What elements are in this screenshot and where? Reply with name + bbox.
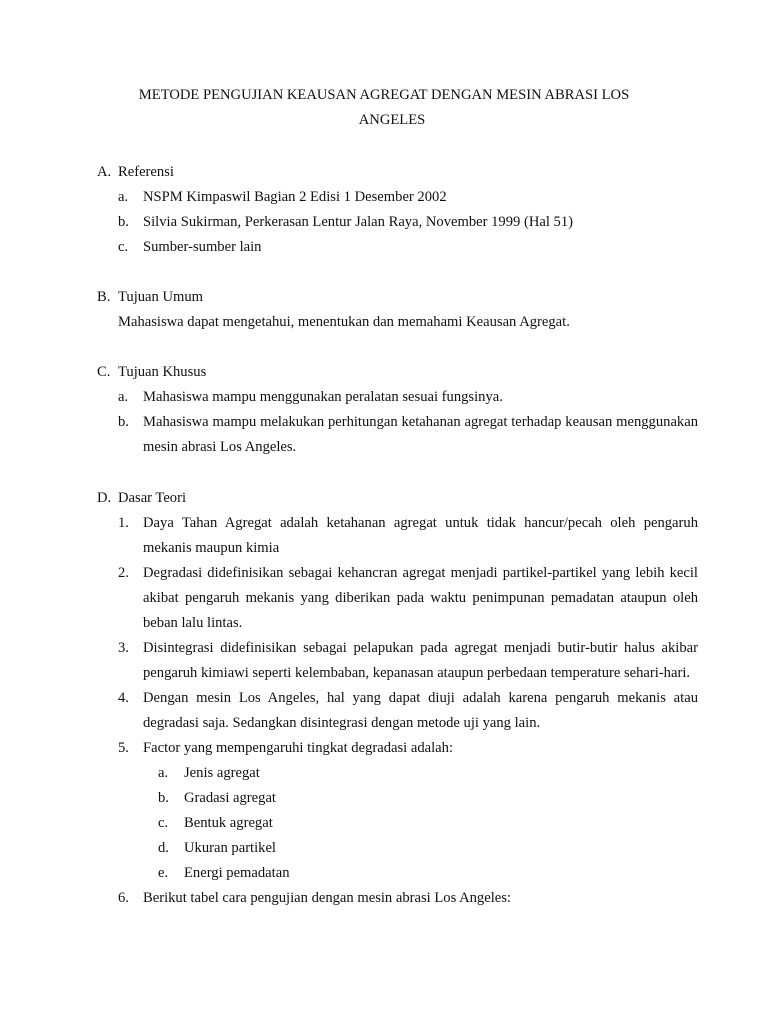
list-marker: 2. <box>118 565 129 581</box>
list-item-text: Dengan mesin Los Angeles, hal yang dapat diuji adalah karena pengaruh mekanis atau degradasi saja. Sedangkan disintegrasi dengan metode uji yang lain. <box>143 690 698 731</box>
section-referensi <box>97 160 677 260</box>
list-item-text: NSPM Kimpaswil Bagian 2 Edisi 1 Desember 2002 <box>143 189 447 205</box>
section-heading <box>97 160 677 185</box>
title-line-2: ANGELES <box>358 112 426 128</box>
list-item-text: Disintegrasi didefinisikan sebagai pelapukan pada agregat menjadi butir-butir halus akibar pengaruh kimiawi seperti kelembaban, kepanasan ataupun perbedaan temperature sehari-hari. <box>143 640 698 681</box>
list-item <box>118 185 698 210</box>
list-item <box>118 385 698 410</box>
list-marker: a. <box>118 189 129 205</box>
list-marker: b. <box>118 414 129 430</box>
list-item-text: Degradasi didefinisikan sebagai kehancran agregat menjadi partikel-partikel yang lebih kecil akibat pengaruh mekanis yang diberikan pada waktu penimpunan pemadatan ataupun oleh beban lalu lintas. <box>143 565 698 631</box>
list-item <box>118 886 698 911</box>
section-title: Tujuan Khusus <box>118 364 207 380</box>
list-marker: b. <box>158 790 169 806</box>
list-item-text: Gradasi agregat <box>184 790 276 806</box>
list-marker: a. <box>158 765 169 781</box>
section-letter: C. <box>97 364 111 380</box>
section-title: Tujuan Umum <box>118 289 204 305</box>
section-letter: A. <box>97 164 112 180</box>
list-marker: 3. <box>118 640 129 656</box>
section-title: Dasar Teori <box>118 490 187 506</box>
list-item <box>118 410 698 460</box>
list-item <box>118 561 698 636</box>
section-title: Referensi <box>118 164 174 180</box>
section-heading <box>97 486 677 511</box>
section-heading <box>97 360 677 385</box>
list-item-text: Mahasiswa mampu menggunakan peralatan sesuai fungsinya. <box>143 389 503 405</box>
list-item-text: Bentuk agregat <box>184 815 273 831</box>
section-dasar-teori <box>97 486 698 911</box>
list-item <box>118 210 698 235</box>
section-letter: D. <box>97 490 112 506</box>
list-marker: d. <box>158 840 169 856</box>
section-tujuan-umum <box>97 285 677 335</box>
sub-list-item <box>158 761 674 786</box>
list-marker: a. <box>118 389 129 405</box>
section-paragraph: Mahasiswa dapat mengetahui, menentukan dan memahami Keausan Agregat. <box>118 314 570 330</box>
list-item-text: Factor yang mempengaruhi tingkat degradasi adalah: <box>143 740 454 756</box>
section-tujuan-khusus <box>97 360 698 460</box>
list-item-text: Ukuran partikel <box>184 840 276 856</box>
list-item <box>118 686 698 736</box>
list-marker: 1. <box>118 515 129 531</box>
list-item-text: Sumber-sumber lain <box>143 239 262 255</box>
list-marker: e. <box>158 865 169 881</box>
section-letter: B. <box>97 289 111 305</box>
list-item-text: Energi pemadatan <box>184 865 290 881</box>
list-marker: 6. <box>118 890 129 906</box>
sub-list-item <box>158 836 674 861</box>
list-marker: b. <box>118 214 129 230</box>
list-marker: c. <box>158 815 169 831</box>
list-item <box>118 235 698 260</box>
list-item-text: Jenis agregat <box>184 765 260 781</box>
list-item-text: Mahasiswa mampu melakukan perhitungan ketahanan agregat terhadap keausan menggunakan mesin abrasi Los Angeles. <box>143 414 698 455</box>
list-item-text: Silvia Sukirman, Perkerasan Lentur Jalan Raya, November 1999 (Hal 51) <box>143 214 573 230</box>
list-item <box>118 511 698 561</box>
title-line-1: METODE PENGUJIAN KEAUSAN AGREGAT DENGAN MESIN ABRASI LOS <box>138 87 630 103</box>
list-marker: 4. <box>118 690 129 706</box>
list-item <box>118 736 698 761</box>
section-heading <box>97 285 677 310</box>
list-item <box>118 636 698 686</box>
sub-list-item <box>158 861 674 886</box>
list-item-text: Berikut tabel cara pengujian dengan mesin abrasi Los Angeles: <box>143 890 511 906</box>
sub-list-item <box>158 786 674 811</box>
list-item-text: Daya Tahan Agregat adalah ketahanan agregat untuk tidak hancur/pecah oleh pengaruh mekanis maupun kimia <box>143 515 698 556</box>
sub-list-item <box>158 811 674 836</box>
list-marker: c. <box>118 239 129 255</box>
list-marker: 5. <box>118 740 129 756</box>
